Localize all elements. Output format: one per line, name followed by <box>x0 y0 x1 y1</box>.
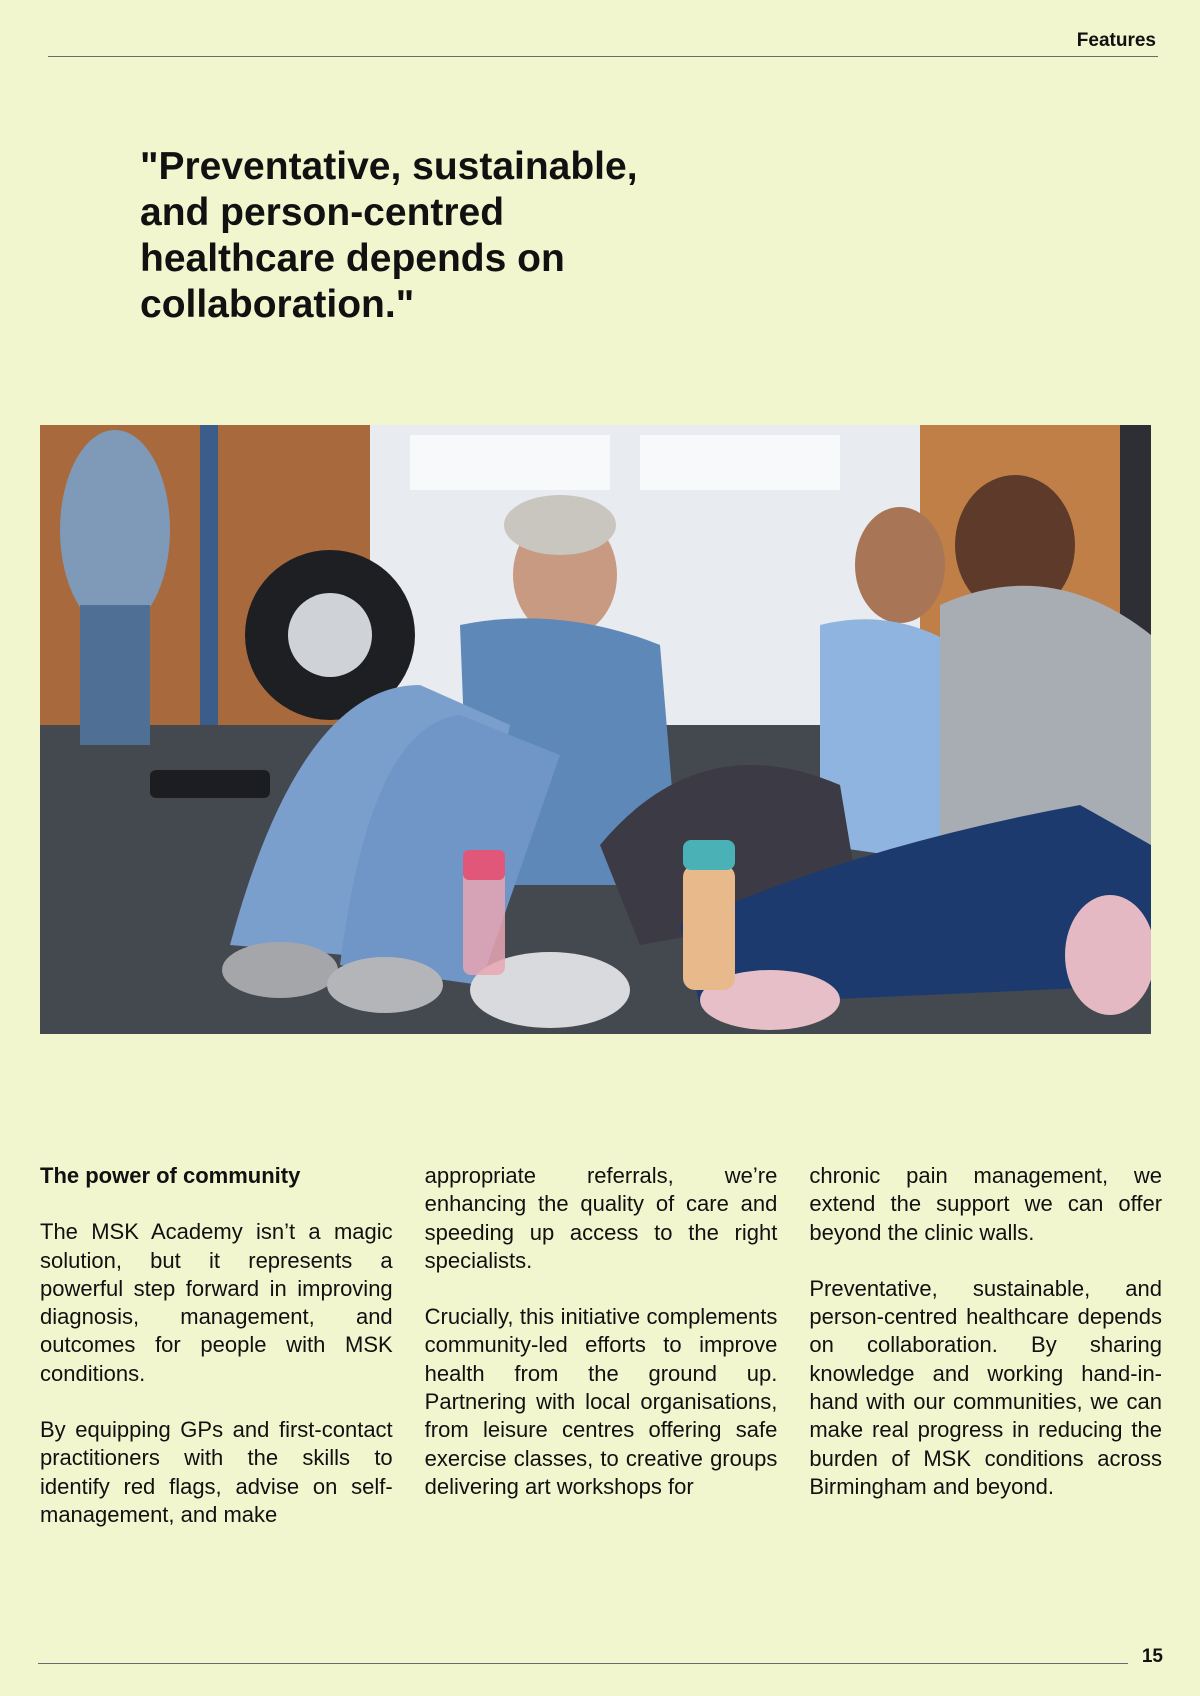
article-paragraph: The MSK Academy isn’t a magic solution, but it represents a powerful step forward in improving diagnosis, management, and outcomes for people with MSK conditions. <box>40 1219 393 1386</box>
feature-photo <box>40 425 1151 1034</box>
article-paragraph: chronic pain management, we extend the support we can offer beyond the clinic walls. <box>809 1163 1163 1245</box>
section-label: Features <box>1076 30 1156 51</box>
article-paragraph: appropriate referrals, we’re enhancing the quality of care and speeding up access to the right specialists. <box>424 1163 778 1273</box>
article-paragraph: Preventative, sustainable, and person-centred healthcare depends on collaboration. By sharing knowledge and working hand-in-hand with our communities, we can make real progress in reducing the burden of MSK conditions across Birmingham and beyond. <box>809 1275 1163 1499</box>
header-divider <box>48 56 1158 57</box>
article-heading: The power of community <box>40 1163 301 1188</box>
footer-divider <box>38 1663 1128 1664</box>
page-number: 15 <box>1141 1646 1163 1667</box>
pull-quote: "Preventative, sustainable, and person-centred healthcare depends on collaboration." <box>140 145 638 326</box>
article-column-2 <box>425 1162 778 1529</box>
article-column-1 <box>40 1162 393 1529</box>
article-paragraph: By equipping GPs and first-contact practitioners with the skills to identify red flags, advise on self-management, and make <box>40 1417 393 1527</box>
article-paragraph: Crucially, this initiative complements community-led efforts to improve health from the ground up. Partnering with local organisations, from leisure centres offering safe exercise classes, to creative groups delivering art workshops for <box>424 1304 778 1499</box>
article-body <box>40 1162 1162 1529</box>
article-column-3 <box>809 1162 1162 1529</box>
